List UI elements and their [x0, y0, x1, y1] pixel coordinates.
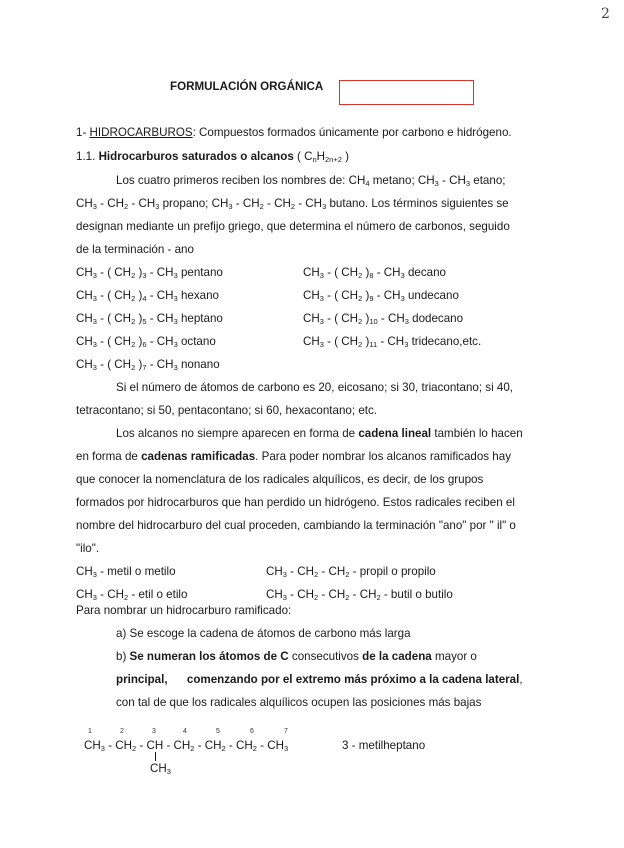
branch-bond: [155, 752, 156, 761]
radical-butilo: $CH_3 - CH_2 - CH_2 - CH_2$ - butil o butilo: [266, 588, 453, 602]
alkane-formula: $CH_3$ - ( $CH_2$ )$_7 - CH_3$ nonano: [76, 358, 220, 372]
paragraph-3-line-4: formados por hidrocarburos que han perdido un hidrógeno. Estos radicales reciben el: [76, 496, 515, 509]
alkane-formula: $CH_3$ - ( $CH_2$ )$_9 - CH_3$ undecano: [303, 289, 459, 303]
paragraph-3-line-5: nombre del hidrocarburo del cual proceden, cambiando la terminación "ano" por " il" o: [76, 519, 516, 532]
alkane-formula: $CH_3$ - ( $CH_2$ )$_{11} - CH_3$ tridecano,etc.: [303, 335, 482, 349]
rule-b-line-3: con tal de que los radicales alquílicos ocupen las posiciones más bajas: [116, 696, 482, 709]
section-1-title: HIDROCARBUROS: [89, 126, 193, 139]
section-1-1-title: Hidrocarburos saturados o alcanos: [98, 150, 294, 163]
paragraph-3-line-3: que conocer la nomenclatura de los radicales alquílicos, es decir, de los grupos: [76, 473, 484, 486]
carbon-number: 5: [216, 728, 220, 735]
branch-methyl: $CH_3$: [150, 762, 171, 776]
alkane-formula: $CH_3$ - ( $CH_2$ )$_4 - CH_3$ hexano: [76, 289, 219, 303]
paragraph-1-line-1: Los cuatro primeros reciben los nombres de: $CH_4$ metano; $CH_3 - CH_3$ etano;: [116, 174, 506, 188]
carbon-number: 4: [183, 728, 187, 735]
carbon-number: 7: [284, 728, 288, 735]
alkane-formula: $CH_3$ - ( $CH_2$ )$_6 - CH_3$ octano: [76, 335, 216, 349]
paragraph-2-line-1: Si el número de átomos de carbono es 20, eicosano; si 30, triacontano; si 40,: [116, 381, 514, 394]
carbon-number: 2: [120, 728, 124, 735]
page-number: 2: [601, 6, 610, 22]
paragraph-3-line-1: Los alcanos no siempre aparecen en forma de cadena lineal también lo hacen: [116, 427, 523, 440]
term-cadena-lineal: cadena lineal: [358, 427, 432, 440]
section-1-1-heading: 1.1. Hidrocarburos saturados o alcanos ( $C_nH_{2n+2}$ ): [76, 150, 350, 164]
carbon-number: 6: [250, 728, 254, 735]
paragraph-1-line-2: $CH_3 - CH_2 - CH_3$ propano; $CH_3 - CH_2 - CH_2 - CH_3$ butano. Los términos siguientes se: [76, 197, 509, 211]
alkane-formula: $CH_3$ - ( $CH_2$ )$_8 - CH_3$ decano: [303, 266, 446, 280]
rules-intro: Para nombrar un hidrocarburo ramificado:: [76, 604, 292, 617]
carbon-number: 3: [152, 728, 156, 735]
alkane-formula: $CH_3$ - ( $CH_2$ )$_3 - CH_3$ pentano: [76, 266, 223, 280]
example-name: 3 - metilheptano: [342, 739, 426, 752]
alkane-formula: $CH_3$ - ( $CH_2$ )$_{10} - CH_3$ dodecano: [303, 312, 464, 326]
paragraph-3-line-2: en forma de cadenas ramificadas. Para poder nombrar los alcanos ramificados hay: [76, 450, 512, 463]
alkane-formula: $CH_3$ - ( $CH_2$ )$_5 - CH_3$ heptano: [76, 312, 223, 326]
red-annotation-box: [339, 80, 474, 105]
paragraph-1-line-4: de la terminación - ano: [76, 243, 194, 256]
paragraph-1-line-3: designan mediante un prefijo griego, que determina el número de carbonos, seguido: [76, 220, 510, 233]
rule-a: a) Se escoge la cadena de átomos de carbono más larga: [116, 627, 411, 640]
page-title: FORMULACIÓN ORGÁNICA: [170, 80, 324, 93]
carbon-number: 1: [88, 728, 92, 735]
paragraph-2-line-2: tetracontano; si 50, pentacontano; si 60, hexacontano; etc.: [76, 404, 378, 417]
main-chain: $CH_3 - CH_2$ - CH - $CH_2 - CH_2 - CH_2 - CH_3$: [84, 739, 289, 753]
radical-metilo: $CH_3$ - metil o metilo: [76, 565, 176, 579]
rule-b-line-1: b) Se numeran los átomos de C consecutivos de la cadena mayor o: [116, 650, 477, 663]
section-1-heading: 1- HIDROCARBUROS: Compuestos formados únicamente por carbono e hidrógeno.: [76, 126, 512, 139]
rule-b-line-2: principal, comenzando por el extremo más próximo a la cadena lateral,: [116, 673, 523, 686]
radical-etilo: $CH_3 - CH_2$ - etil o etilo: [76, 588, 188, 602]
term-cadenas-ramificadas: cadenas ramificadas: [141, 450, 256, 463]
paragraph-3-line-6: "ilo".: [76, 542, 100, 555]
radical-propilo: $CH_3 - CH_2 - CH_2$ - propil o propilo: [266, 565, 436, 579]
